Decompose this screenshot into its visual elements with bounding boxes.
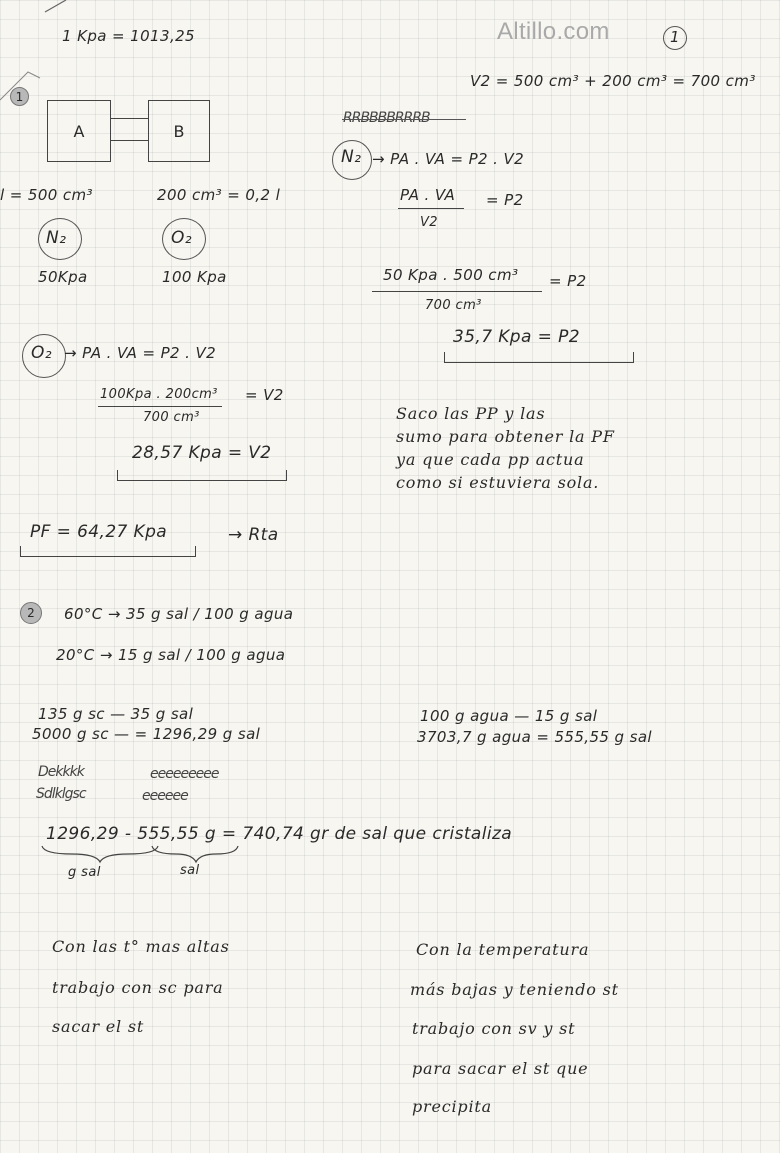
final-pressure: PF = 64,27 Kpa	[30, 522, 168, 542]
conclusion-right-line-3: trabajo con sv y st	[412, 1019, 576, 1038]
n2-fraction-denominator: V2	[420, 215, 438, 230]
volume-a: l = 500 cm³	[0, 186, 93, 204]
o2-calc-denominator: 700 cm³	[143, 410, 200, 425]
n2-calc-rhs: = P2	[549, 272, 587, 290]
crossed-word-4: eeeeee	[142, 788, 188, 804]
problem-1-number: 1	[15, 89, 24, 104]
total-volume: V2 = 500 cm³ + 200 cm³ = 700 cm³	[470, 72, 756, 90]
note-line-4: como si estuviera sola.	[396, 473, 600, 492]
underbrace-label-1: g sal	[68, 865, 101, 880]
note-line-1: Saco las PP y las	[396, 404, 546, 423]
n2-calc-denominator: 700 cm³	[425, 298, 482, 313]
conclusion-left-line-1: Con las t° mas altas	[52, 937, 230, 956]
underbrace-1	[42, 846, 158, 862]
left-calc-line-1: 135 g sc — 35 g sal	[38, 705, 194, 723]
crossed-word-1: Dekkkk	[38, 764, 84, 780]
o2-calc-rhs: = V2	[245, 386, 284, 404]
left-calc-line-2: 5000 g sc — = 1296,29 g sal	[32, 725, 261, 743]
n2-label: N₂	[341, 147, 362, 167]
n2-calc-numerator: 50 Kpa . 500 cm³	[383, 266, 519, 284]
o2-equation: → PA . VA = P2 . V2	[64, 344, 217, 362]
page-number: 1	[670, 28, 680, 46]
watermark: Altillo.com	[497, 18, 610, 45]
solubility-20c: 20°C → 15 g sal / 100 g agua	[56, 646, 286, 664]
header-note: 1 Kpa = 1013,25	[62, 27, 195, 45]
conclusion-left-line-3: sacar el st	[52, 1017, 145, 1036]
answer-arrow: → Rta	[228, 525, 279, 545]
container-b-label: B	[173, 121, 185, 141]
o2-calc-numerator: 100Kpa . 200cm³	[100, 387, 218, 402]
conclusion-left-line-2: trabajo con sc para	[52, 978, 224, 997]
note-line-2: sumo para obtener la PF	[396, 427, 615, 446]
o2-result: 28,57 Kpa = V2	[132, 443, 272, 463]
crossed-word-2: eeeeeeeee	[150, 766, 219, 782]
gas-b-label: O₂	[171, 228, 192, 248]
underbrace-label-2: sal	[180, 863, 200, 878]
conclusion-right-line-5: precipita	[412, 1097, 492, 1116]
n2-result: 35,7 Kpa = P2	[453, 327, 580, 347]
conclusion-right-line-1: Con la temperatura	[416, 940, 590, 959]
container-a-label: A	[73, 121, 85, 141]
problem-2-number: 2	[27, 606, 35, 620]
conclusion-right-line-2: más bajas y teniendo st	[410, 980, 619, 999]
right-calc-line-2: 3703,7 g agua = 555,55 g sal	[417, 728, 652, 746]
note-line-3: ya que cada pp actua	[396, 450, 585, 469]
o2-label: O₂	[31, 343, 52, 363]
underbrace-2	[152, 846, 238, 862]
crystallized-mass: 1296,29 - 555,55 g = 740,74 gr de sal que cristaliza	[46, 824, 513, 844]
pressure-b: 100 Kpa	[162, 268, 227, 286]
n2-fraction-numerator: PA . VA	[400, 186, 456, 204]
n2-fraction-rhs: = P2	[486, 191, 524, 209]
gas-a-label: N₂	[46, 228, 67, 248]
pressure-a: 50Kpa	[38, 268, 88, 286]
conclusion-right-line-4: para sacar el st que	[412, 1059, 589, 1078]
crossed-word-3: Sdlklgsc	[36, 786, 86, 802]
crossed-out-text: RRBBBBRRRB	[343, 110, 430, 126]
volume-b: 200 cm³ = 0,2 l	[157, 186, 281, 204]
right-calc-line-1: 100 g agua — 15 g sal	[420, 707, 598, 725]
n2-equation: → PA . VA = P2 . V2	[372, 150, 525, 168]
solubility-60c: 60°C → 35 g sal / 100 g agua	[64, 605, 294, 623]
